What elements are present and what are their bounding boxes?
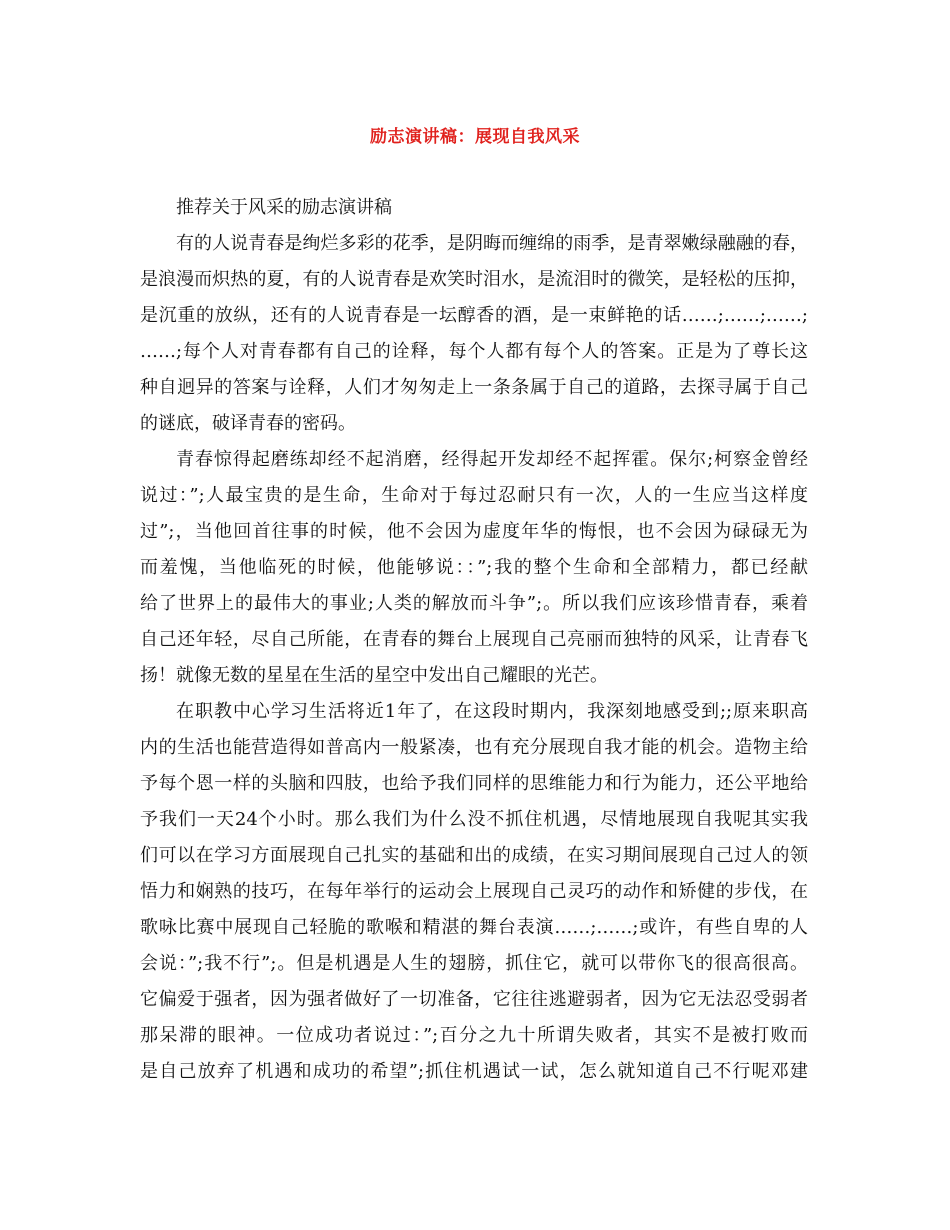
paragraph-line: 推荐关于风采的励志演讲稿: [176, 197, 392, 218]
paragraph-line: 种自迥异的答案与诠释，人们才匆匆走上一条条属于自己的道路，去探寻属于自己: [140, 377, 808, 398]
paragraph-line: 歌咏比赛中展现自己轻脆的歌喉和精湛的舞台表演……;……;或许，有些自卑的人: [140, 917, 808, 938]
paragraph-line: 说过：”;人最宝贵的是生命，生命对于每过忍耐只有一次，人的一生应当这样度: [140, 485, 808, 506]
paragraph-line: 内的生活也能营造得如普高内一般紧凑，也有充分展现自我才能的机会。造物主给: [140, 737, 808, 758]
paragraph-line: 悟力和娴熟的技巧，在每年举行的运动会上展现自己灵巧的动作和矫健的步伐，在: [140, 881, 808, 902]
paragraph-line: 是沉重的放纵，还有的人说青春是一坛醇香的酒，是一束鲜艳的话……;……;……;: [140, 305, 808, 326]
paragraph-line: 在职教中心学习生活将近1年了，在这段时期内，我深刻地感受到;;原来职高: [176, 701, 808, 722]
paragraph-line: 会说：”;我不行”;。但是机遇是人生的翅膀，抓住它，就可以带你飞的很高很高。: [140, 953, 808, 974]
paragraph-line: 的谜底，破译青春的密码。: [140, 413, 356, 434]
paragraph-line: 给了世界上的最伟大的事业;人类的解放而斗争”;。所以我们应该珍惜青春，乘着: [140, 593, 808, 614]
paragraph-line: ……;每个人对青春都有自己的诠释，每个人都有每个人的答案。正是为了尊长这: [140, 341, 808, 362]
paragraph-line: 扬！就像无数的星星在生活的星空中发出自己耀眼的光芒。: [140, 665, 608, 686]
paragraph-line: 予每个恩一样的头脑和四肢，也给予我们同样的思维能力和行为能力，还公平地给: [140, 773, 808, 794]
paragraph-line: 是浪漫而炽热的夏，有的人说青春是欢笑时泪水，是流泪时的微笑，是轻松的压抑，: [140, 269, 808, 290]
document-body: [140, 190, 808, 1090]
paragraph-line: 它偏爱于强者，因为强者做好了一切准备，它往往逃避弱者，因为它无法忍受弱者: [140, 989, 808, 1010]
paragraph-line: 那呆滞的眼神。一位成功者说过：”;百分之九十所谓失败者，其实不是被打败而: [140, 1025, 808, 1046]
paragraph-line: 自己还年轻，尽自己所能，在青春的舞台上展现自己亮丽而独特的风采，让青春飞: [140, 629, 808, 650]
paragraph-line: 过”;，当他回首往事的时候，他不会因为虚度年华的悔恨，也不会因为碌碌无为: [140, 521, 808, 542]
paragraph-line: 青春惊得起磨练却经不起消磨，经得起开发却经不起挥霍。保尔;柯察金曾经: [176, 449, 808, 470]
paragraph-line: 予我们一天24个小时。那么我们为什么没不抓住机遇，尽情地展现自我呢其实我: [140, 809, 808, 830]
paragraph-line: 是自己放弃了机遇和成功的希望”;抓住机遇试一试，怎么就知道自己不行呢邓建: [140, 1061, 808, 1082]
paragraph-line: 而羞愧，当他临死的时候，他能够说：：”;我的整个生命和全部精力，都已经献: [140, 557, 808, 578]
paragraph-line: 们可以在学习方面展现自己扎实的基础和出的成绩，在实习期间展现自己过人的领: [140, 845, 808, 866]
document-title: 励志演讲稿：展现自我风采: [370, 127, 580, 147]
paragraph-line: 有的人说青春是绚烂多彩的花季，是阴晦而缠绵的雨季，是青翠嫩绿融融的春，: [176, 233, 808, 254]
